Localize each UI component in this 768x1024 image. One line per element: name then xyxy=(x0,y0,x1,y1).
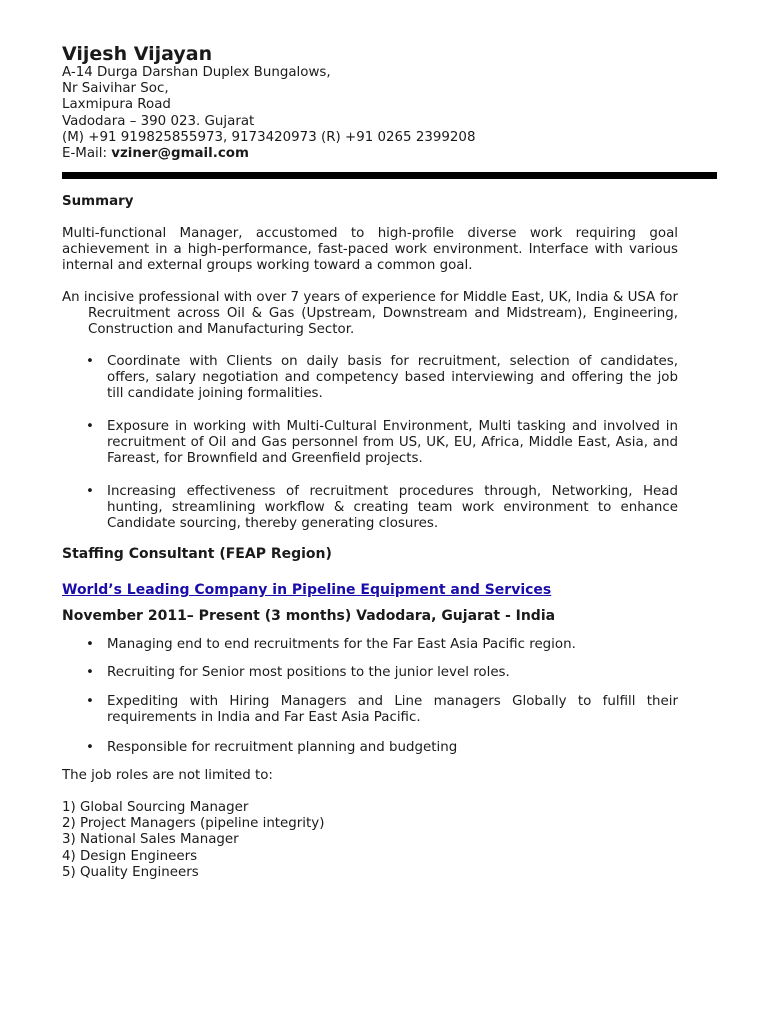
role-item: 1) Global Sourcing Manager xyxy=(62,800,249,815)
summary-paragraph: An incisive professional with over 7 years of experience for Middle East, UK, India & USA for Recruitment across Oil & Gas (Upstream, Downstream and Midstream), Engineering, Construction and Manufacturing Sector. xyxy=(62,290,678,338)
experience-bullet xyxy=(86,637,678,653)
bullet-text: Responsible for recruitment planning and budgeting xyxy=(107,740,458,755)
summary-bullet xyxy=(86,484,678,533)
email-value[interactable]: vziner@gmail.com xyxy=(111,145,249,161)
bullet-dot: • xyxy=(86,665,94,680)
bullet-text: Recruiting for Senior most positions to the junior level roles. xyxy=(107,665,510,680)
role-item: 2) Project Managers (pipeline integrity) xyxy=(62,816,325,832)
company-link[interactable]: World’s Leading Company in Pipeline Equipment and Services xyxy=(62,582,552,598)
roles-list xyxy=(62,800,324,881)
summary-bullet xyxy=(86,419,678,468)
bullet-text: Coordinate with Clients on daily basis for recruitment, selection of candidates, offers, salary negotiation and competency based interviewing and offering the job till candidate joining formalities. xyxy=(107,354,678,402)
bullet-dot: • xyxy=(86,740,94,755)
phone-line: (M) +91 919825855973, 9173420973 (R) +91 0265 2399208 xyxy=(62,129,476,145)
job-title: Staffing Consultant (FEAP Region) xyxy=(62,546,332,562)
bullet-text: Exposure in working with Multi-Cultural Environment, Multi tasking and involved in recruitment of Oil and Gas personnel from US, UK, EU, Africa, Middle East, Asia, and Fareast, for Brownfield and Greenfield projects. xyxy=(107,419,678,467)
roles-intro: The job roles are not limited to: xyxy=(62,768,273,783)
role-item: 5) Quality Engineers xyxy=(62,864,199,880)
experience-bullet xyxy=(86,665,678,681)
bullet-text: Managing end to end recruitments for the Far East Asia Pacific region. xyxy=(107,637,576,652)
bullet-dot: • xyxy=(86,694,94,709)
header-divider xyxy=(62,172,717,179)
email-line xyxy=(62,146,475,162)
address-line: A-14 Durga Darshan Duplex Bungalows, xyxy=(62,65,331,80)
address-line: Vadodara – 390 023. Gujarat xyxy=(62,113,255,129)
address-line: Nr Saivihar Soc, xyxy=(62,81,169,97)
experience-bullet xyxy=(86,694,678,726)
bullet-dot: • xyxy=(86,354,94,369)
summary-bullet xyxy=(86,354,678,403)
bullet-dot: • xyxy=(86,484,94,499)
contact-block xyxy=(62,65,475,162)
address-line: Laxmipura Road xyxy=(62,97,171,113)
role-item: 4) Design Engineers xyxy=(62,848,198,864)
experience-bullet xyxy=(86,740,678,756)
bullet-dot: • xyxy=(86,419,94,434)
summary-paragraph: Multi-functional Manager, accustomed to high-profile diverse work requiring goal achievement in a high-performance, fast-paced work environment. Interface with various internal and external groups working toward a common goal. xyxy=(62,226,678,274)
candidate-name: Vijesh Vijayan xyxy=(62,43,213,65)
bullet-text: Expediting with Hiring Managers and Line managers Globally to fulfill their requirements in India and Far East Asia Pacific. xyxy=(107,694,678,726)
bullet-dot: • xyxy=(86,637,94,652)
bullet-text: Increasing effectiveness of recruitment procedures through, Networking, Head hunting, streamlining workflow & creating team work environment to enhance Candidate sourcing, thereby generating closures. xyxy=(107,484,678,532)
summary-heading: Summary xyxy=(62,194,134,209)
employment-dates: November 2011– Present (3 months) Vadodara, Gujarat - India xyxy=(62,608,556,624)
email-label: E-Mail: xyxy=(62,145,112,161)
role-item: 3) National Sales Manager xyxy=(62,832,239,848)
